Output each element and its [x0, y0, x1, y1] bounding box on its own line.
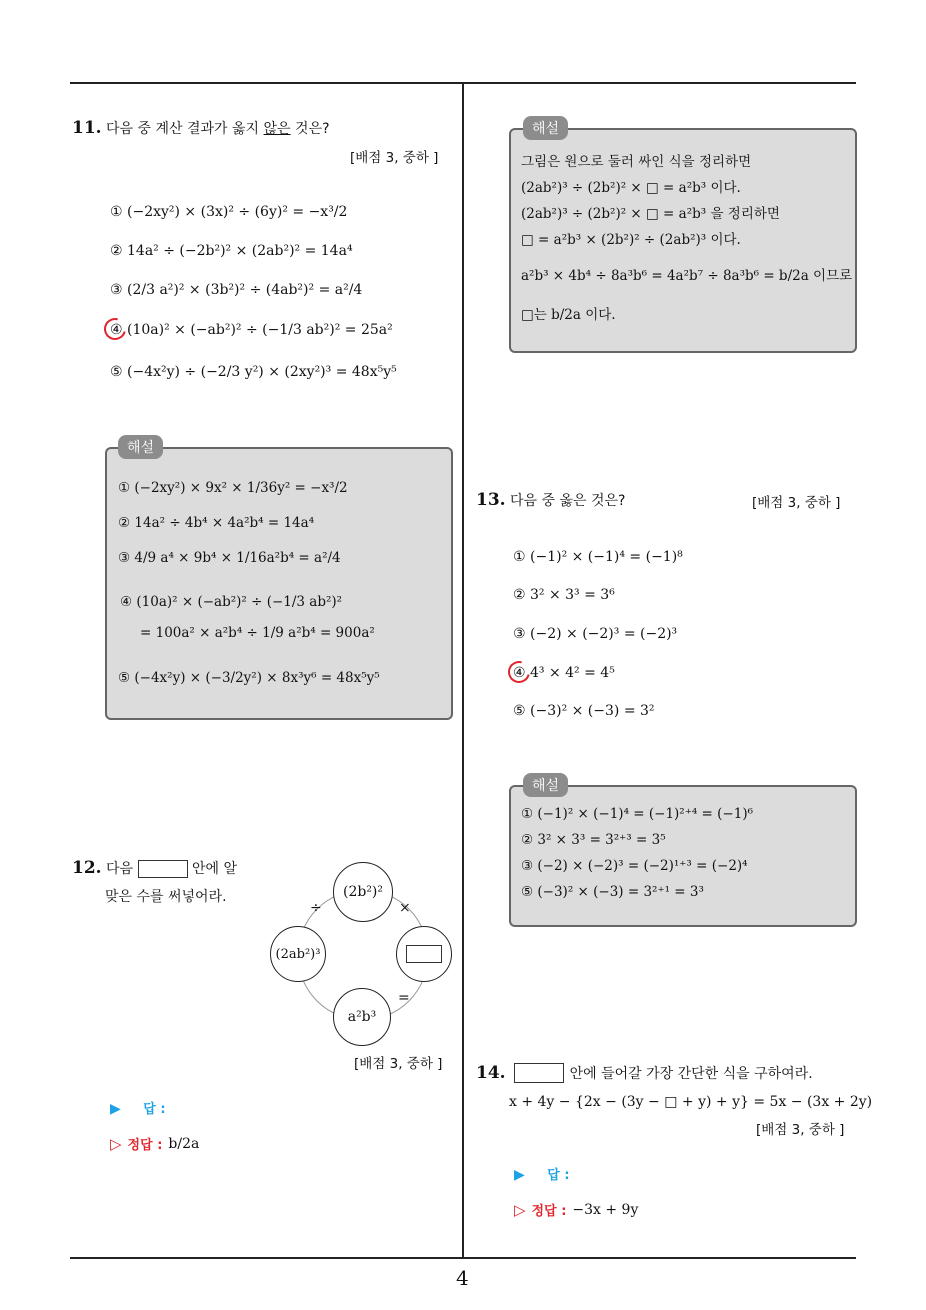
q11-option-1[interactable]: ① (−2xy²) × (3x)² ÷ (6y)² = −x³/2 [110, 204, 348, 220]
q13-option-2[interactable]: ② 3² × 3³ = 3⁶ [513, 587, 615, 603]
q14-correct-arrow-icon: ▷ [514, 1200, 526, 1219]
q14-equation: x + 4y − {2x − (3y − □ + y) + y} = 5x − (3x + 2y) [509, 1094, 873, 1110]
q11-solution-line-4: ④ (10a)² × (−ab²)² ÷ (−1/3 ab²)² [120, 594, 343, 610]
q13-option-5[interactable]: ⑤ (−3)² × (−3) = 3² [513, 703, 655, 719]
q12-node-right-blank[interactable] [406, 945, 442, 963]
q12-solution-line-6: □는 b/2a 이다. [521, 307, 616, 323]
q12-answer-row [110, 1098, 166, 1117]
q13-solution-line-3: ③ (−2) × (−2)³ = (−2)¹⁺³ = (−2)⁴ [521, 858, 748, 874]
q11-answer-circle-mark [100, 314, 130, 344]
q12-correct-row [110, 1134, 199, 1153]
q14-answer-arrow-icon: ▶ [514, 1167, 525, 1183]
q12-text-c: 맞은 수를 써넣어라. [105, 889, 227, 905]
q11-text-before: 다음 중 계산 결과가 옳지 [106, 121, 264, 137]
q12-solution-line-5: a²b³ × 4b⁴ ÷ 8a³b⁶ = 4a²b⁷ ÷ 8a³b⁶ = b/2a 이므로 [521, 268, 853, 284]
q13-option-1[interactable]: ① (−1)² × (−1)⁴ = (−1)⁸ [513, 549, 683, 565]
q14-correct-value: −3x + 9y [572, 1201, 639, 1218]
q11-option-4[interactable]: ④ (10a)² × (−ab²)² ÷ (−1/3 ab²)² = 25a² [110, 322, 393, 338]
page-number: 4 [456, 1266, 469, 1290]
q11-text-underline: 않은 [263, 121, 291, 137]
q13-option-4[interactable]: ④ 4³ × 4² = 4⁵ [513, 665, 615, 681]
q11-option-3[interactable]: ③ (2/3 a²)² × (3b²)² ÷ (4ab²)² = a²/4 [110, 282, 363, 298]
q12-node-top-label: (2b²)² [342, 884, 384, 900]
q13-header [476, 490, 625, 510]
q14-answer-label: 답 : [547, 1168, 570, 1183]
q12-solution-line-4: □ = a²b³ × (2b²)² ÷ (2ab²)³ 이다. [521, 232, 741, 248]
q11-option-5[interactable]: ⑤ (−4x²y) ÷ (−2/3 y²) × (2xy²)³ = 48x⁵y⁵ [110, 364, 397, 380]
q13-solution-line-4: ⑤ (−3)² × (−3) = 3²⁺¹ = 3³ [521, 884, 704, 900]
q14-score: [배점 3, 중하 ] [756, 1122, 845, 1138]
q14-correct-label: 정답 : [531, 1204, 567, 1219]
q13-score: [배점 3, 중하 ] [752, 495, 841, 511]
q12-correct-arrow-icon: ▷ [110, 1134, 122, 1153]
column-divider [462, 82, 464, 1259]
q11-option-2[interactable]: ② 14a² ÷ (−2b²)² × (2ab²)² = 14a⁴ [110, 243, 353, 259]
q11-header [72, 118, 330, 138]
q12-solution-line-2: (2ab²)³ ÷ (2b²)² × □ = a²b³ 이다. [521, 180, 741, 196]
q14-number: 14. [476, 1063, 506, 1083]
q12-score: [배점 3, 중하 ] [354, 1056, 443, 1072]
q12-node-top [333, 862, 393, 922]
q13-answer-circle-mark [504, 657, 534, 687]
q12-answer-label: 답 : [143, 1102, 166, 1117]
q14-inline-blank-box [514, 1063, 564, 1083]
q12-header [72, 858, 237, 878]
q12-text-a: 다음 [106, 861, 134, 877]
q13-solution-line-2: ② 3² × 3³ = 3²⁺³ = 3⁵ [521, 832, 666, 848]
q12-op-bottom: = [398, 990, 410, 1006]
q11-solution-line-6: ⑤ (−4x²y) × (−3/2y²) × 8x³y⁶ = 48x⁵y⁵ [118, 670, 380, 686]
q12-op-left: ÷ [310, 900, 322, 916]
q12-node-left [270, 926, 326, 982]
q12-solution-line-3: (2ab²)³ ÷ (2b²)² × □ = a²b³ 을 정리하면 [521, 206, 780, 222]
q13-option-3[interactable]: ③ (−2) × (−2)³ = (−2)³ [513, 626, 678, 642]
q14-header [476, 1063, 813, 1083]
q11-solution-line-3: ③ 4/9 a⁴ × 9b⁴ × 1/16a²b⁴ = a²/4 [118, 550, 341, 566]
q13-text: 다음 중 옳은 것은? [510, 493, 626, 509]
q14-text: 안에 들어갈 가장 간단한 식을 구하여라. [569, 1066, 813, 1082]
q11-solution-line-1: ① (−2xy²) × 9x² × 1/36y² = −x³/2 [118, 480, 348, 496]
q12-node-right[interactable] [396, 926, 452, 982]
q11-solution-line-2: ② 14a² ÷ 4b⁴ × 4a²b⁴ = 14a⁴ [118, 515, 315, 531]
q12-text-b: 안에 알 [192, 861, 238, 877]
q12-node-left-label: (2ab²)³ [275, 946, 321, 962]
q13-solution-line-1: ① (−1)² × (−1)⁴ = (−1)²⁺⁴ = (−1)⁶ [521, 806, 753, 822]
q12-answer-arrow-icon: ▶ [110, 1101, 121, 1117]
q11-solution-tag: 해설 [118, 435, 163, 459]
q12-number: 12. [72, 858, 102, 878]
q11-number: 11. [72, 118, 102, 138]
q12-solution-tag: 해설 [523, 116, 568, 140]
q14-answer-row [514, 1164, 570, 1183]
q13-solution-tag: 해설 [523, 773, 568, 797]
q12-op-right: × [399, 900, 411, 916]
q13-number: 13. [476, 490, 506, 510]
q12-inline-blank-box [138, 860, 188, 878]
q11-score: [배점 3, 중하 ] [350, 150, 439, 166]
q12-solution-line-1: 그림은 원으로 둘러 싸인 식을 정리하면 [521, 154, 752, 170]
q14-correct-row [514, 1200, 638, 1219]
q11-text-after: 것은? [290, 121, 330, 137]
q11-solution-line-5: = 100a² × a²b⁴ ÷ 1/9 a²b⁴ = 900a² [140, 625, 375, 641]
q12-correct-label: 정답 : [127, 1138, 163, 1153]
q12-node-bottom-label: a²b³ [347, 1009, 377, 1025]
q12-node-bottom [333, 988, 391, 1046]
q12-correct-value: b/2a [168, 1135, 200, 1152]
